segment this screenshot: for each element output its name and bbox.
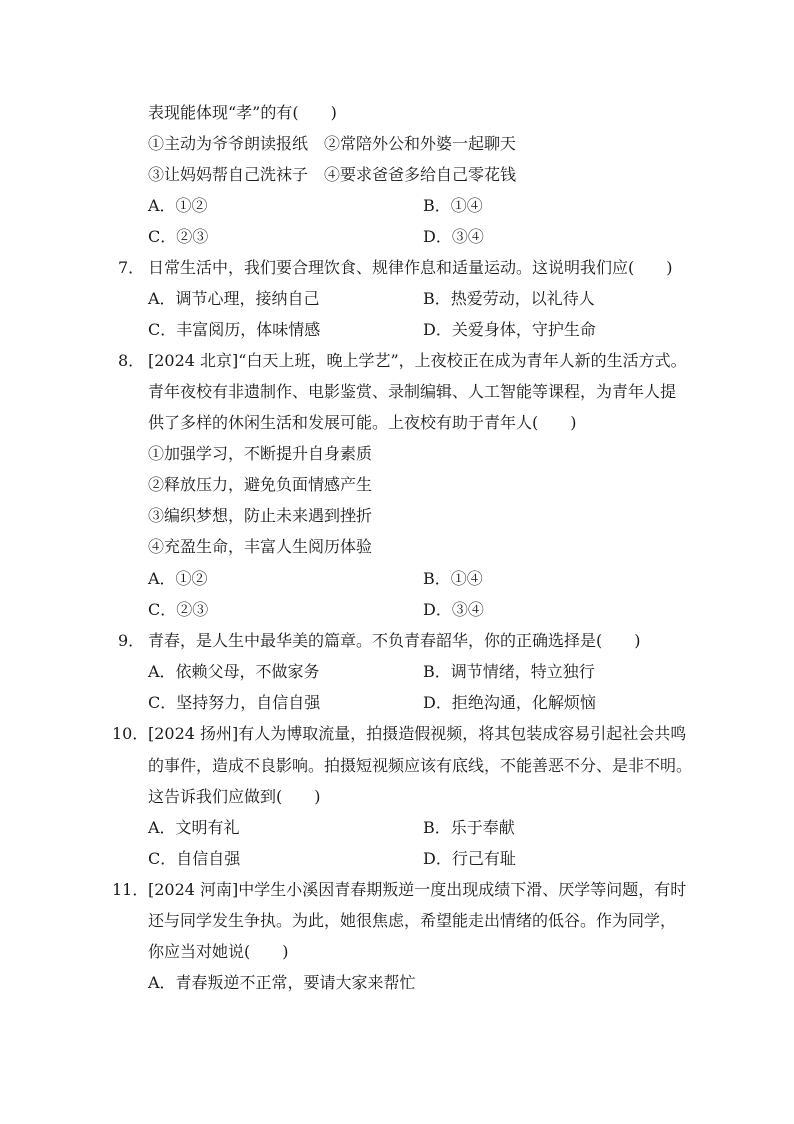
q8-item-3: ③编织梦想，防止未来遇到挫折 — [148, 506, 373, 525]
q8-number: 8． — [118, 351, 145, 370]
q6-option-d: D．③④ — [423, 227, 484, 246]
q8-stem-line-1: [2024 北京]“白天上班，晚上学艺”，上夜校正在成为青年人新的生活方式。 — [148, 351, 687, 370]
q10-option-a: A．文明有礼 — [148, 818, 240, 837]
q9-option-d: D．拒绝沟通，化解烦恼 — [423, 693, 596, 712]
q8-item-4: ④充盈生命，丰富人生阅历体验 — [148, 537, 373, 556]
q7-number: 7． — [118, 258, 145, 277]
q9-option-c: C．坚持努力，自信自强 — [148, 693, 321, 712]
q8-item-2: ②释放压力，避免负面情感产生 — [148, 475, 373, 494]
q10-option-c: C．自信自强 — [148, 849, 241, 868]
q10-stem-line-2: 的事件，造成不良影响。拍摄短视频应该有底线，不能善恶不分、是非不明。 — [148, 756, 693, 775]
q10-option-d: D．行己有耻 — [423, 849, 516, 868]
q8-item-1: ①加强学习，不断提升自身素质 — [148, 444, 373, 463]
q8-option-d: D．③④ — [423, 600, 484, 619]
q7-option-d: D．关爱身体，守护生命 — [423, 320, 596, 339]
q9-option-a: A．依赖父母，不做家务 — [148, 662, 320, 681]
q11-number: 11． — [112, 880, 149, 899]
q8-option-a: A．①② — [148, 569, 208, 588]
q6-option-c: C．②③ — [148, 227, 209, 246]
q7-option-b: B．热爱劳动，以礼待人 — [423, 289, 595, 308]
q10-option-b: B．乐于奉献 — [423, 818, 515, 837]
q6-option-a: A．①② — [148, 196, 208, 215]
q6-stem-tail: 表现能体现“孝”的有( ) — [148, 103, 337, 122]
q6-option-b: B．①④ — [423, 196, 483, 215]
q6-item-line-2: ③让妈妈帮自己洗袜子 ④要求爸爸多给自己零花钱 — [148, 165, 517, 184]
q7-option-a: A．调节心理，接纳自己 — [148, 289, 320, 308]
q7-stem: 日常生活中，我们要合理饮食、规律作息和适量运动。这说明我们应( ) — [148, 258, 673, 277]
q11-stem-line-2: 还与同学发生争执。为此，她很焦虑，希望能走出情绪的低谷。作为同学， — [148, 911, 677, 930]
q8-stem-line-3: 供了多样的休闲生活和发展可能。上夜校有助于青年人( ) — [148, 413, 577, 432]
q9-stem: 青春，是人生中最华美的篇章。不负青春韶华，你的正确选择是( ) — [148, 631, 641, 650]
q9-option-b: B．调节情绪，特立独行 — [423, 662, 595, 681]
q10-number: 10． — [112, 724, 149, 743]
q8-option-b: B．①④ — [423, 569, 483, 588]
q11-option-a: A．青春叛逆不正常，要请大家来帮忙 — [148, 973, 416, 992]
q8-option-c: C．②③ — [148, 600, 209, 619]
q10-stem-line-1: [2024 扬州]有人为博取流量，拍摄造假视频，将其包装成容易引起社会共鸣 — [148, 724, 687, 743]
q11-stem-line-1: [2024 河南]中学生小溪因青春期叛逆一度出现成绩下滑、厌学等问题，有时 — [148, 880, 687, 899]
q7-option-c: C．丰富阅历，体味情感 — [148, 320, 321, 339]
q9-number: 9． — [118, 631, 145, 650]
q11-stem-line-3: 你应当对她说( ) — [148, 942, 289, 961]
q10-stem-line-3: 这告诉我们应做到( ) — [148, 787, 321, 806]
q6-item-line-1: ①主动为爷爷朗读报纸 ②常陪外公和外婆一起聊天 — [148, 134, 517, 153]
q8-stem-line-2: 青年夜校有非遗制作、电影鉴赏、录制编辑、人工智能等课程，为青年人提 — [148, 382, 677, 401]
